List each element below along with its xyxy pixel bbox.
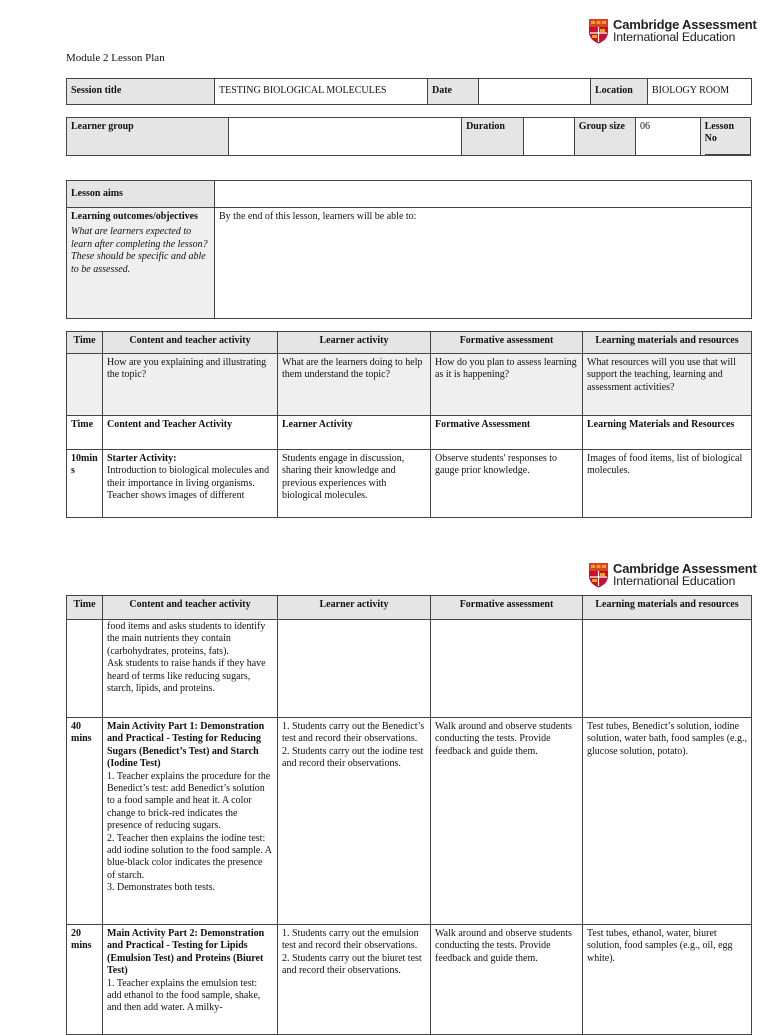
main2-time: 20 mins <box>67 925 103 1035</box>
group-size-label: Group size <box>574 118 635 156</box>
lesson-plan-table <box>66 331 752 518</box>
header-materials: Learning materials and resources <box>583 332 752 354</box>
main-activity-2-row <box>67 925 752 1035</box>
lesson-no-label: Lesson No <box>700 118 750 156</box>
location-label: Location <box>591 79 648 105</box>
main1-title: Main Activity Part 1: Demonstration and Practical - Testing for Reducing Sugars (Benedict’s Test) and Starch (Iodine Test) <box>107 721 265 770</box>
main2-title: Main Activity Part 2: Demonstration and Practical - Testing for Lipids (Emulsion Test) and Proteins (Biuret Test) <box>107 928 265 977</box>
plan-header-row <box>67 332 752 354</box>
lesson-no-value <box>705 117 751 155</box>
starter-materials: Images of food items, list of biological molecules. <box>583 450 752 518</box>
header2-materials: Learning Materials and Resources <box>583 416 752 450</box>
session-title-label: Session title <box>67 79 215 105</box>
plan-header-row-2 <box>67 416 752 450</box>
header-formative: Formative assessment <box>431 596 583 620</box>
brand-line-2: International Education <box>613 574 736 588</box>
header2-formative: Formative Assessment <box>431 416 583 450</box>
starter-content-continued: food items and asks students to identify the main nutrients they contain (carbohydrates, proteins, fats). Ask students to raise hands if they have heard of terms like reducing sugars, starch, lipids, and proteins. <box>103 620 278 718</box>
main2-learner: 1. Students carry out the emulsion test and record their observations. 2. Students carry out the biuret test and record their observations. <box>278 925 431 1035</box>
header2-time: Time <box>67 416 103 450</box>
main1-materials: Test tubes, Benedict’s solution, iodine solution, water bath, food samples (e.g., glucose solution, potato). <box>583 718 752 925</box>
learner-group-value <box>228 118 461 156</box>
header-learner: Learner activity <box>278 596 431 620</box>
header-formative: Formative assessment <box>431 332 583 354</box>
starter-time: 10mins <box>67 450 103 518</box>
starter-learner: Students engage in discussion, sharing their knowledge and previous experiences with biological molecules. <box>278 450 431 518</box>
session-table <box>66 78 752 105</box>
outcomes-value: By the end of this lesson, learners will be able to: <box>215 208 752 319</box>
header-materials: Learning materials and resources <box>583 596 752 620</box>
date-value <box>479 79 591 105</box>
prompt-content: How are you explaining and illustrating the topic? <box>103 354 278 416</box>
lesson-plan-table-page-2 <box>66 595 752 1035</box>
header-time: Time <box>67 332 103 354</box>
learner-group-label: Learner group <box>67 118 229 156</box>
starter-content: Introduction to biological molecules and their importance in living organisms. Teacher shows images of different <box>107 465 270 502</box>
header-learner: Learner activity <box>278 332 431 354</box>
header-content: Content and teacher activity <box>103 596 278 620</box>
brand-line-1: Cambridge Assessment <box>613 561 757 576</box>
location-value: BIOLOGY ROOM <box>648 79 752 105</box>
brand-line-2: International Education <box>613 30 736 44</box>
date-label: Date <box>428 79 479 105</box>
cambridge-logo-page-2 <box>588 562 757 588</box>
plan-header-row <box>67 596 752 620</box>
lesson-aims-label: Lesson aims <box>67 181 215 208</box>
main2-materials: Test tubes, ethanol, water, biuret solution, food samples (e.g., oil, egg white). <box>583 925 752 1035</box>
outcomes-label: Learning outcomes/objectives <box>71 211 198 222</box>
duration-label: Duration <box>462 118 524 156</box>
cambridge-logo <box>588 18 757 44</box>
starter-formative: Observe students' responses to gauge prior knowledge. <box>431 450 583 518</box>
outcomes-hint: What are learners expected to learn after completing the lesson? These should be specific and able to be assessed. <box>71 226 208 275</box>
starter-row <box>67 450 752 518</box>
main2-content: 1. Teacher explains the emulsion test: add ethanol to the food sample, shake, and then add water. A milky- <box>107 977 261 1014</box>
main1-content: 1. Teacher explains the procedure for the Benedict’s test: add Benedict’s solution to a food sample and heat it. A color change to brick-red indicates the presence of reducing sugars. 2. Teacher then explains the iodine test: add iodine solution to the food sample. A blue-black color indicates the presence of starch. 3. Demonstrates both tests. <box>107 770 272 894</box>
main2-formative: Walk around and observe students conducting the tests. Provide feedback and guide them. <box>431 925 583 1035</box>
lesson-aims-value <box>215 181 752 208</box>
group-size-value: 06 <box>636 118 701 156</box>
main1-formative: Walk around and observe students conducting the tests. Provide feedback and guide them. <box>431 718 583 925</box>
main1-learner: 1. Students carry out the Benedict’s test and record their observations. 2. Students carry out the iodine test and record their observations. <box>278 718 431 925</box>
plan-prompt-row <box>67 354 752 416</box>
header-content: Content and teacher activity <box>103 332 278 354</box>
main1-time: 40 mins <box>67 718 103 925</box>
learner-group-table <box>66 117 751 156</box>
prompt-materials: What resources will you use that will support the teaching, learning and assessment activities? <box>583 354 752 416</box>
starter-title: Starter Activity: <box>107 453 177 464</box>
cambridge-shield-icon <box>588 562 609 588</box>
header2-content: Content and Teacher Activity <box>103 416 278 450</box>
duration-value <box>524 118 574 156</box>
document-title: Module 2 Lesson Plan <box>66 52 165 64</box>
header-time: Time <box>67 596 103 620</box>
starter-continued-row <box>67 620 752 718</box>
aims-table <box>66 180 752 319</box>
cambridge-shield-icon <box>588 18 609 44</box>
brand-line-1: Cambridge Assessment <box>613 17 757 32</box>
prompt-formative: How do you plan to assess learning as it is happening? <box>431 354 583 416</box>
prompt-learner: What are the learners doing to help them understand the topic? <box>278 354 431 416</box>
session-title-value: TESTING BIOLOGICAL MOLECULES <box>215 79 428 105</box>
main-activity-1-row <box>67 718 752 925</box>
header2-learner: Learner Activity <box>278 416 431 450</box>
